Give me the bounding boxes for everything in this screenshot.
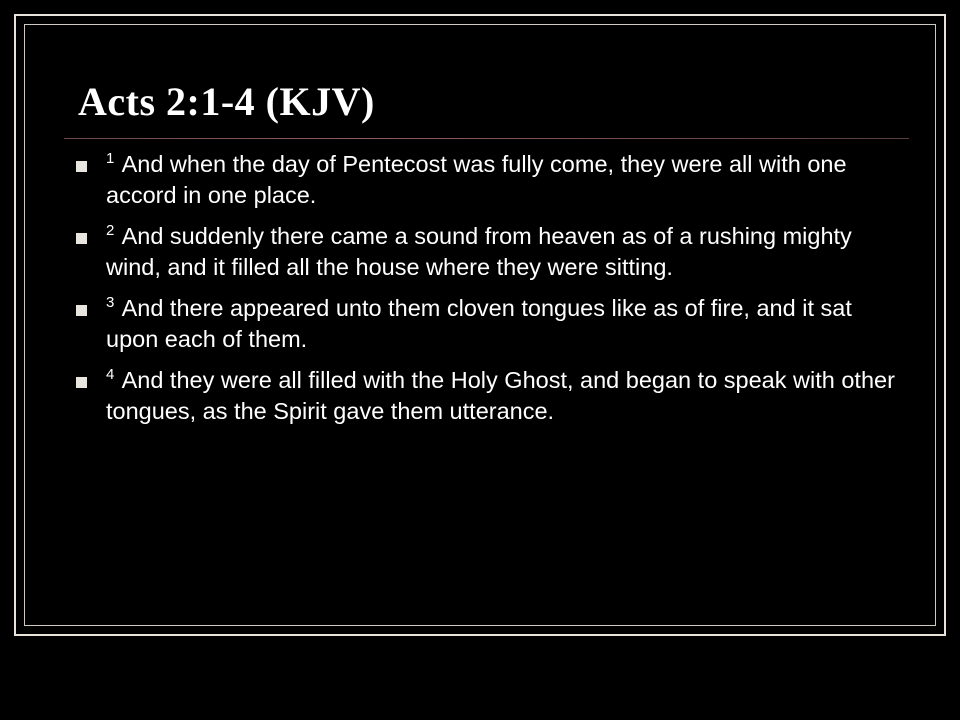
list-item [60, 293, 910, 355]
square-bullet-icon [76, 377, 87, 388]
title-divider [64, 138, 909, 139]
slide-content [60, 80, 910, 610]
square-bullet-icon [76, 233, 87, 244]
list-item [60, 149, 910, 211]
verse-number: 4 [106, 366, 115, 384]
verse-list [60, 149, 910, 427]
square-bullet-icon [76, 305, 87, 316]
verse-text: And they were all filled with the Holy Ghost, and began to speak with other tongues, as the Spirit gave them utterance. [106, 367, 895, 425]
square-bullet-icon [76, 161, 87, 172]
list-item [60, 365, 910, 427]
verse-text: And there appeared unto them cloven tongues like as of fire, and it sat upon each of them. [106, 295, 852, 353]
verse-number: 3 [106, 294, 115, 312]
verse-text: And when the day of Pentecost was fully come, they were all with one accord in one place. [106, 151, 847, 209]
list-item [60, 221, 910, 283]
verse-number: 1 [106, 150, 115, 168]
verse-text: And suddenly there came a sound from heaven as of a rushing mighty wind, and it filled all the house where they were sitting. [106, 223, 852, 281]
verse-number: 2 [106, 222, 115, 240]
slide-title: Acts 2:1-4 (KJV) [78, 79, 375, 124]
